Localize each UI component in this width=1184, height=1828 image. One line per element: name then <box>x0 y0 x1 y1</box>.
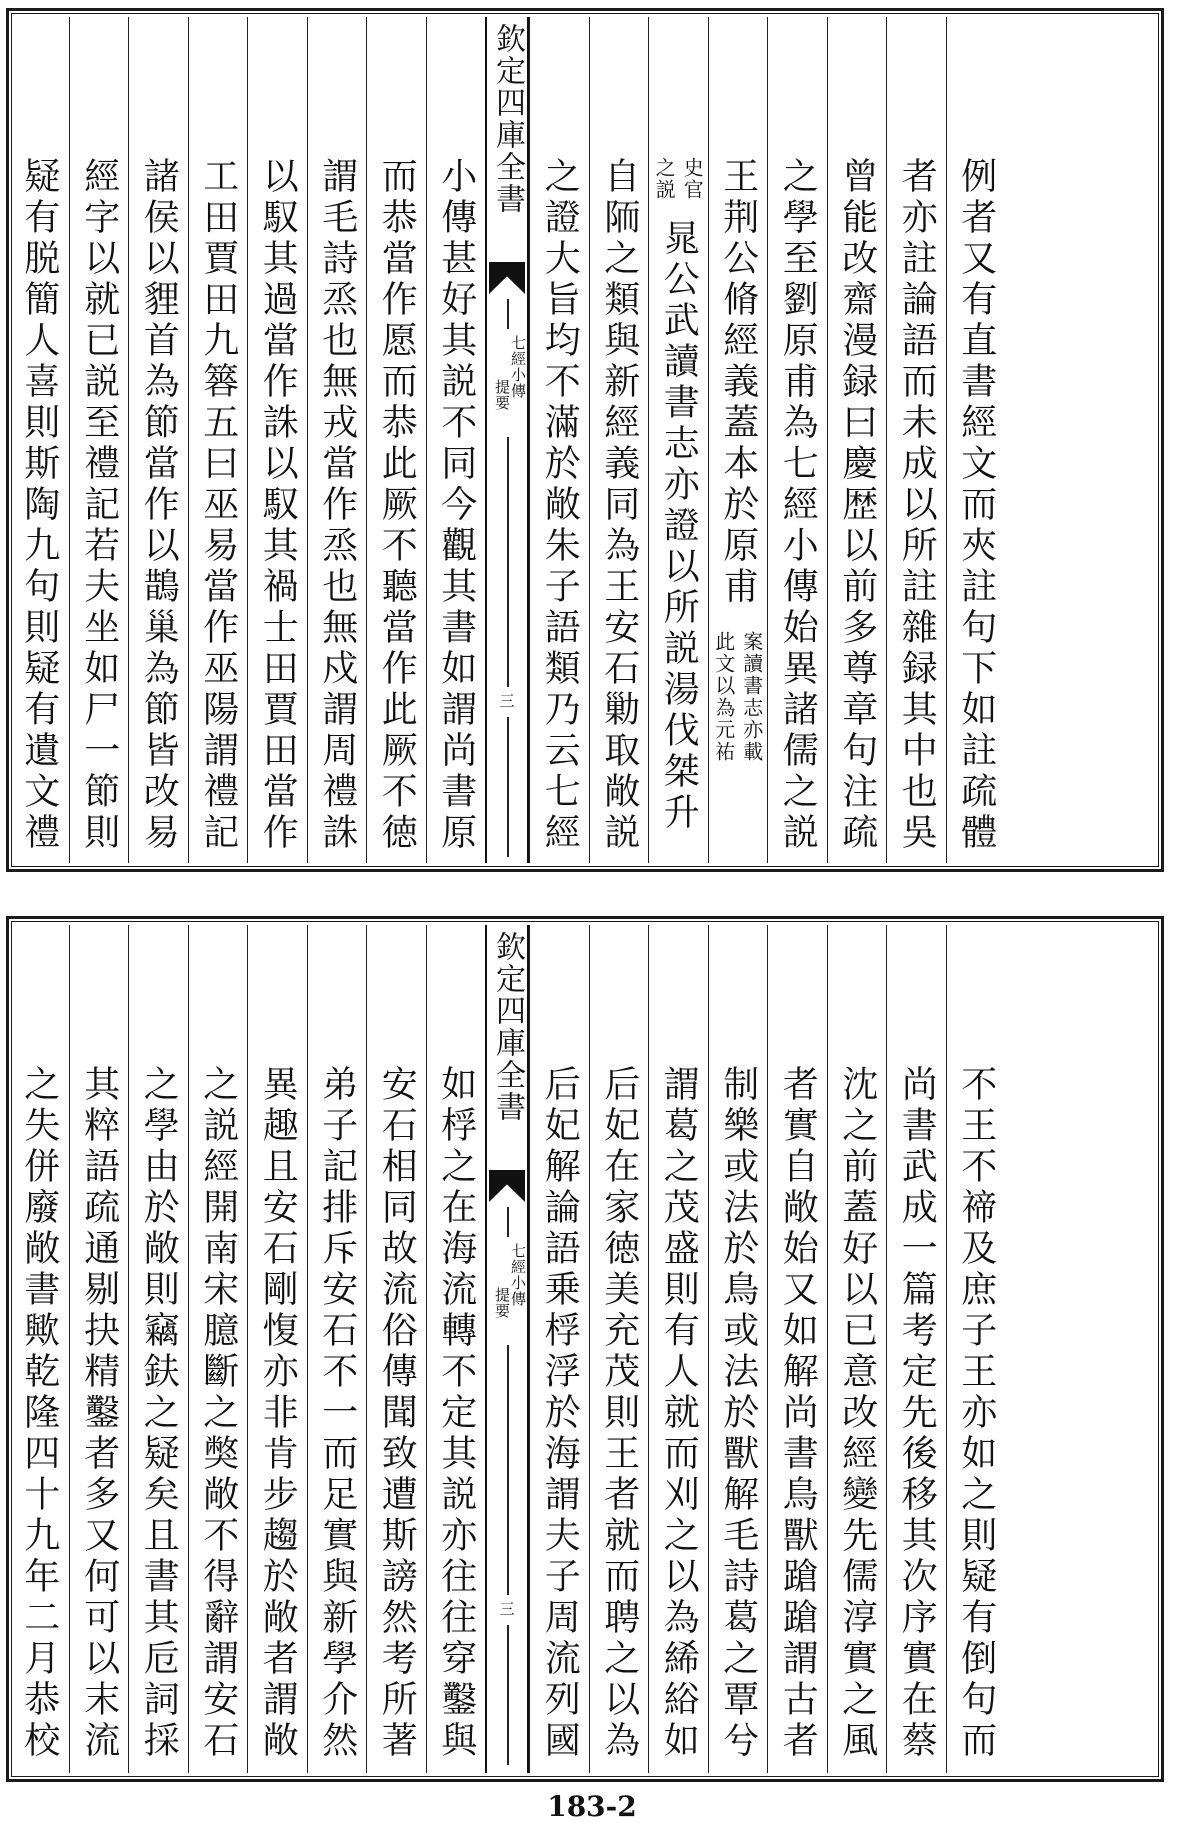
column-text: 者實自敞始又如解尚書鳥獸蹌蹌謂古者 <box>777 1065 819 1762</box>
text-column <box>128 925 188 1773</box>
text-column <box>307 17 367 863</box>
text-column <box>767 925 827 1773</box>
text-column <box>946 17 1006 863</box>
text-column <box>188 925 248 1773</box>
text-column <box>648 17 708 863</box>
column-text: 而恭當作愿而恭此厥不聽當作此厥不徳 <box>376 157 418 854</box>
text-column <box>9 17 69 863</box>
fold-line <box>507 1345 509 1595</box>
text-column <box>366 17 426 863</box>
column-text: 安石相同故流俗傳聞致遭斯謗然考所著 <box>376 1065 418 1762</box>
page-panel-top <box>6 8 1164 872</box>
text-column <box>366 925 426 1773</box>
column-text: 不王不禘及庶子王亦如之則疑有倒句而 <box>955 1065 997 1762</box>
text-column <box>886 17 946 863</box>
column-text: 謂毛詩烝也無戎當作烝也無戍謂周禮誅 <box>316 157 358 854</box>
column-text: 之學由於敞則竊鈇之疑矣且書其卮詞採 <box>138 1065 180 1762</box>
fold-line <box>507 299 509 329</box>
column-text: 之失併廢敞書歟乾隆四十九年二月恭校 <box>18 1065 60 1762</box>
annotation-line: 之説 <box>652 157 677 201</box>
fold-line <box>507 717 509 857</box>
column-text: 諸侯以貍首為節當作以鵲巢為節皆改易 <box>138 157 180 854</box>
column-text: 之説經開南宋臆斷之獘敞不得辭謂安石 <box>197 1065 239 1762</box>
column-text: 尚書武成一篇考定先後移其次序實在蔡 <box>896 1065 938 1762</box>
fold-page-number: 三 <box>497 693 516 708</box>
fold-column <box>485 17 529 863</box>
text-column <box>589 17 649 863</box>
column-text: 曾能改齋漫録曰慶歴以前多尊章句注疏 <box>836 157 878 854</box>
fold-column <box>485 925 529 1773</box>
column-text: 制樂或法於鳥或法於獸解毛詩葛之覃兮 <box>717 1065 759 1762</box>
column-text: 晁公武讀書志亦證以所説湯伐桀升 <box>658 219 700 834</box>
fold-subtitle: 七經小傳 <box>509 335 527 399</box>
column-text: 異趣且安石剛愎亦非肯步趨於敞者謂敞 <box>257 1065 299 1762</box>
column-text: 弟子記排斥安石不一而足實與新學介然 <box>316 1065 358 1762</box>
text-column <box>69 925 129 1773</box>
column-text: 自陑之類與新經義同為王安石勦取敞説 <box>598 157 640 854</box>
column-text: 經字以就已説至禮記若夫坐如尸一節則 <box>78 157 120 854</box>
fold-line <box>507 437 509 687</box>
column-text: 其粹語疏通剔抉精鑿者多又何可以末流 <box>78 1065 120 1762</box>
fold-line <box>507 1625 509 1765</box>
text-column <box>426 17 486 863</box>
column-text: 如桴之在海流轉不定其説亦往往穿鑿與 <box>435 1065 477 1762</box>
text-column <box>247 17 307 863</box>
column-text: 之證大旨均不滿於敞朱子語類乃云七經 <box>539 157 581 854</box>
fold-subtitle: 提要 <box>493 1287 511 1319</box>
text-column <box>188 17 248 863</box>
column-text: 之學至劉原甫為七經小傳始異諸儒之説 <box>777 157 819 854</box>
fold-line <box>507 1207 509 1237</box>
running-title: 欽定四庫全書 <box>490 23 525 215</box>
annotation-line: 史官 <box>680 157 705 201</box>
text-column <box>529 925 589 1773</box>
column-text: 者亦註論語而未成以所註雜録其中也吳 <box>896 157 938 854</box>
annotation-note <box>649 157 708 201</box>
text-column <box>128 17 188 863</box>
text-column <box>247 925 307 1773</box>
annotation-line: 此文以為元祐 <box>711 630 736 763</box>
column-text: 例者又有直書經文而夾註句下如註疏體 <box>955 157 997 854</box>
fold-subtitle: 提要 <box>493 379 511 411</box>
text-column <box>307 925 367 1773</box>
column-text: 沈之前蓋好以已意改經變先儒淳實之風 <box>836 1065 878 1762</box>
column-text: 工田賈田九簭五曰巫易當作巫陽謂禮記 <box>197 157 239 854</box>
fold-page-number: 三 <box>497 1601 516 1616</box>
text-column <box>9 925 69 1773</box>
fishtail-mark <box>489 1170 525 1202</box>
text-column <box>827 925 887 1773</box>
annotation-line: 案讀書志亦載 <box>739 630 764 763</box>
text-column <box>69 17 129 863</box>
column-text: 謂葛之茂盛則有人就而刈之以為絺綌如 <box>658 1065 700 1762</box>
text-column <box>708 17 768 863</box>
column-text: 后妃解論語乗桴浮於海謂夫子周流列國 <box>539 1065 581 1762</box>
text-column <box>946 925 1006 1773</box>
text-column <box>767 17 827 863</box>
text-column <box>529 17 589 863</box>
text-column <box>648 925 708 1773</box>
running-title: 欽定四庫全書 <box>490 931 525 1123</box>
text-column <box>708 925 768 1773</box>
text-column <box>827 17 887 863</box>
page-number: 183-2 <box>547 1790 637 1823</box>
column-text: 小傳甚好其説不同今觀其書如謂尚書原 <box>435 157 477 854</box>
fold-subtitle: 七經小傳 <box>509 1243 527 1307</box>
column-text: 后妃在家徳美充茂則王者就而聘之以為 <box>598 1065 640 1762</box>
column-text: 疑有脱簡人喜則斯陶九句則疑有遺文禮 <box>18 157 60 854</box>
column-text: 王荆公脩經義蓋本於原甫 <box>717 157 759 608</box>
text-column <box>886 925 946 1773</box>
text-column <box>426 925 486 1773</box>
column-text: 以馭其過當作誅以馭其禍士田賈田當作 <box>257 157 299 854</box>
text-column <box>589 925 649 1773</box>
annotation-note <box>709 631 768 763</box>
fishtail-mark <box>489 262 525 294</box>
page-panel-bottom <box>6 916 1164 1782</box>
